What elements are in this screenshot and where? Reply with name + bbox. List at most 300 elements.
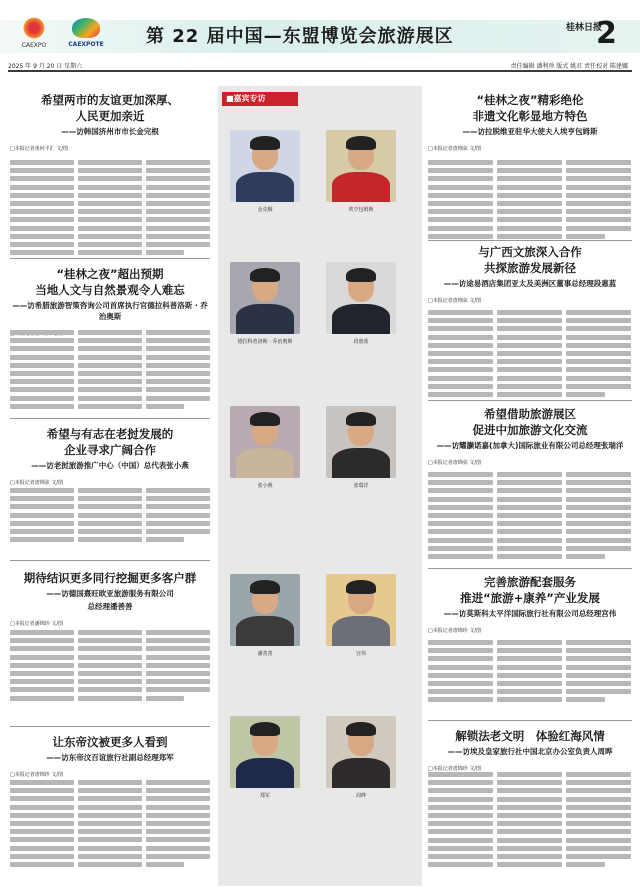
text-line [78, 201, 142, 206]
subheadline-name: 总经理潘善善 [87, 602, 133, 611]
photo-caption: 郑军 [259, 793, 270, 799]
text-line [10, 862, 74, 867]
text-line [146, 176, 210, 181]
byline: □本报记者唐锦珍 文/图 [428, 628, 481, 634]
page-number: 2 [596, 16, 617, 51]
text-line [497, 772, 562, 777]
text-line [497, 185, 562, 190]
headline-line1: 完善旅游配套服务 [484, 575, 576, 589]
subheadline: ——访东帝汶百谊旅行社副总经理郑军 [46, 753, 174, 762]
text-line [497, 829, 562, 834]
text-line [10, 638, 74, 643]
text-line [428, 665, 493, 670]
text-line [146, 404, 184, 409]
header-rule [8, 70, 632, 72]
text-line [497, 648, 562, 653]
caexpo-logo-text: CAEXPO [21, 42, 47, 49]
text-line [428, 209, 493, 214]
text-line [428, 234, 493, 239]
text-line [497, 797, 562, 802]
text-line [497, 318, 562, 323]
subheadline: ——访途易酒店集团亚太及美洲区董事总经理段惠蓝 [443, 279, 617, 288]
text-line [78, 537, 142, 542]
text-line [497, 681, 562, 686]
text-line [78, 504, 142, 509]
text-line [10, 846, 74, 851]
text-line [146, 655, 210, 660]
text-line [428, 193, 493, 198]
text-line [78, 780, 142, 785]
text-line [78, 630, 142, 635]
text-column [428, 472, 493, 562]
text-line [566, 343, 631, 348]
text-line [78, 193, 142, 198]
text-line [146, 671, 210, 676]
text-line [566, 797, 631, 802]
text-line [497, 193, 562, 198]
text-line [146, 338, 210, 343]
article-greece [10, 266, 210, 337]
text-line [78, 529, 142, 534]
text-line [566, 384, 631, 389]
text-line [428, 343, 493, 348]
text-line [78, 846, 142, 851]
text-line [10, 379, 74, 384]
text-line [497, 513, 562, 518]
text-line [146, 521, 210, 526]
text-line [566, 160, 631, 165]
text-line [146, 242, 210, 247]
text-line [497, 862, 562, 867]
text-line [428, 384, 493, 389]
subheadline: ——访埃及皇家旅行社中国北京办公室负责人周晔 [447, 747, 613, 756]
text-line [146, 780, 210, 785]
text-line [10, 250, 74, 255]
text-line [566, 813, 631, 818]
text-line [10, 821, 74, 826]
text-line [497, 176, 562, 181]
text-line [428, 351, 493, 356]
text-line [10, 387, 74, 392]
text-line [566, 505, 631, 510]
text-column [146, 160, 210, 258]
text-line [146, 209, 210, 214]
issue-date: 2025 年 9 月 20 日 星期六 [8, 63, 83, 70]
text-line [146, 854, 210, 859]
text-line [566, 497, 631, 502]
text-line [10, 193, 74, 198]
text-line [566, 367, 631, 372]
text-line [428, 318, 493, 323]
text-line [10, 176, 74, 181]
photo-caption: 段惠蓝 [353, 339, 369, 345]
text-line [497, 392, 562, 397]
subheadline: ——访希腊旅游智策咨询公司首席执行官德拉科普洛斯 · 乔治奥斯 [12, 301, 208, 321]
interviewee-photo [326, 130, 396, 202]
text-line [497, 838, 562, 843]
text-line [428, 326, 493, 331]
text-line [10, 488, 74, 493]
text-line [146, 371, 210, 376]
text-line [78, 862, 142, 867]
text-line [428, 772, 493, 777]
text-line [78, 168, 142, 173]
text-line [10, 687, 74, 692]
text-line [566, 829, 631, 834]
separator [428, 720, 632, 721]
headline-line2: 推进“旅游+康养”产业发展 [460, 591, 600, 605]
headline-line1: 希望与有志在老挝发展的 [46, 427, 174, 441]
text-line [78, 796, 142, 801]
text-line [428, 805, 493, 810]
interviewee-photo [326, 406, 396, 478]
text-line [146, 796, 210, 801]
text-line [497, 497, 562, 502]
text-line [146, 217, 210, 222]
text-line [146, 537, 184, 542]
text-line [146, 168, 210, 173]
text-column [428, 160, 493, 242]
text-line [497, 505, 562, 510]
text-line [497, 310, 562, 315]
text-line [566, 529, 631, 534]
text-column [566, 310, 631, 400]
caexpo-emblem-icon [22, 16, 46, 40]
text-line [566, 546, 631, 551]
byline: □本报记者唐锦珍 文/图 [428, 766, 481, 772]
text-line [497, 673, 562, 678]
section-label: ■嘉宾专访 [222, 92, 298, 106]
photo-caption: 埃亨包姆斯 [348, 207, 374, 213]
byline: □本报记者唐锦弦 文/图 [428, 460, 481, 466]
text-line [566, 185, 631, 190]
text-line [146, 160, 210, 165]
text-line [146, 788, 210, 793]
byline: □本报记者唐锦弦 文/图 [428, 146, 481, 152]
text-line [497, 480, 562, 485]
text-line [428, 862, 493, 867]
text-line [78, 242, 142, 247]
text-column [566, 772, 631, 870]
text-line [566, 472, 631, 477]
text-line [78, 679, 142, 684]
text-column [10, 160, 74, 258]
text-column [78, 330, 142, 412]
text-line [78, 821, 142, 826]
text-line [146, 488, 210, 493]
text-line [566, 226, 631, 231]
photo-caption: 潘善善 [257, 651, 273, 657]
text-line [566, 488, 631, 493]
text-column [497, 772, 562, 870]
text-line [10, 185, 74, 190]
masthead [0, 0, 640, 60]
text-line [146, 529, 210, 534]
text-line [428, 681, 493, 686]
subheadline: ——访拉脱维亚驻华大使夫人埃亨包姆斯 [462, 127, 598, 136]
text-line [10, 201, 74, 206]
text-column [428, 310, 493, 400]
text-line [10, 646, 74, 651]
text-line [78, 371, 142, 376]
photo-caption: 金克桐 [257, 207, 273, 213]
text-line [78, 696, 142, 701]
text-line [497, 168, 562, 173]
text-line [566, 480, 631, 485]
text-line [497, 472, 562, 477]
text-line [78, 496, 142, 501]
text-line [10, 829, 74, 834]
text-line [497, 226, 562, 231]
text-line [146, 805, 210, 810]
text-line [428, 521, 493, 526]
text-line [10, 630, 74, 635]
caexpote-logo [62, 18, 110, 52]
text-line [566, 681, 631, 686]
editor-credits: 责任编辑 潘利珍 版式 姚君 责任校对 陈建娜 [510, 63, 628, 70]
text-line [497, 546, 562, 551]
text-line [428, 201, 493, 206]
article-germany [10, 570, 210, 627]
text-line [497, 821, 562, 826]
byline: □本报记者唐锦弦 文/图 [428, 298, 481, 304]
headline-line2: 共探旅游发展新径 [484, 261, 576, 275]
text-line [428, 689, 493, 694]
text-line [428, 392, 493, 397]
photo-caption: 张小燕 [257, 483, 273, 489]
text-line [78, 379, 142, 384]
text-line [428, 185, 493, 190]
text-line [428, 217, 493, 222]
text-line [146, 504, 210, 509]
text-line [10, 209, 74, 214]
text-line [497, 521, 562, 526]
text-line [497, 689, 562, 694]
text-line [10, 355, 74, 360]
subheadline: ——访莫斯科太平洋国际旅行社有限公司总经理宫伟 [443, 609, 617, 618]
text-line [78, 829, 142, 834]
article-latvia [428, 92, 632, 152]
article-egypt [428, 728, 632, 772]
text-line [10, 330, 74, 335]
text-line [566, 846, 631, 851]
text-line [146, 193, 210, 198]
text-line [566, 392, 605, 397]
text-line [146, 638, 210, 643]
text-line [10, 346, 74, 351]
text-line [566, 351, 631, 356]
text-line [428, 838, 493, 843]
text-line [78, 185, 142, 190]
article-laos [10, 426, 210, 486]
interviewee-photo [326, 574, 396, 646]
text-column [10, 630, 74, 704]
text-line [10, 504, 74, 509]
text-line [566, 513, 631, 518]
text-line [497, 813, 562, 818]
text-line [497, 640, 562, 645]
separator [428, 568, 632, 569]
photo-caption: 张瑞洋 [353, 483, 369, 489]
text-line [497, 697, 562, 702]
text-line [566, 376, 631, 381]
text-line [146, 862, 184, 867]
caexpote-emblem-icon [72, 18, 100, 38]
text-line [428, 529, 493, 534]
text-line [146, 250, 184, 255]
text-line [78, 250, 142, 255]
text-line [78, 209, 142, 214]
text-line [566, 656, 631, 661]
text-line [497, 160, 562, 165]
headline-line1: 让东帝汶被更多人看到 [52, 735, 168, 749]
article-canada [428, 406, 632, 466]
text-line [428, 367, 493, 372]
text-line [146, 696, 184, 701]
text-line [566, 554, 605, 559]
headline-line2: 促进中加旅游文化交流 [472, 423, 588, 437]
text-line [497, 234, 562, 239]
text-line [10, 805, 74, 810]
text-column [497, 472, 562, 562]
text-line [566, 318, 631, 323]
interviewee-photo [230, 574, 300, 646]
text-line [497, 529, 562, 534]
text-line [428, 160, 493, 165]
text-line [497, 376, 562, 381]
byline: □本报记者黄何平汇 文/图 [10, 146, 68, 152]
text-line [428, 335, 493, 340]
byline: □本报记者潘锦珍 文/图 [10, 621, 63, 627]
separator [10, 418, 210, 419]
text-column [146, 330, 210, 412]
text-line [428, 697, 493, 702]
text-line [10, 513, 74, 518]
text-line [146, 821, 210, 826]
text-line [146, 513, 210, 518]
text-line [78, 330, 142, 335]
text-column [10, 780, 74, 870]
text-line [78, 813, 142, 818]
text-line [428, 376, 493, 381]
text-line [78, 160, 142, 165]
text-line [78, 663, 142, 668]
text-line [428, 656, 493, 661]
text-line [497, 209, 562, 214]
text-line [566, 862, 605, 867]
text-line [428, 788, 493, 793]
text-line [10, 226, 74, 231]
text-line [10, 813, 74, 818]
text-line [497, 217, 562, 222]
text-line [10, 679, 74, 684]
headline-line2: 非遗文化彰显地方特色 [472, 109, 588, 123]
text-line [428, 497, 493, 502]
text-line [146, 687, 210, 692]
text-line [428, 846, 493, 851]
interviewee-photo [230, 262, 300, 334]
text-line [566, 521, 631, 526]
separator [10, 560, 210, 561]
subheadline: ——访德国熹旺欧亚旅游服务有限公司 [46, 589, 174, 598]
text-line [78, 355, 142, 360]
subheadline: ——访老挝旅游推广中心（中国）总代表张小燕 [31, 461, 189, 470]
photo-caption: 德拉科普洛斯 · 乔治奥斯 [237, 339, 293, 345]
text-line [566, 673, 631, 678]
text-line [146, 363, 210, 368]
article-jeju [10, 92, 210, 152]
text-line [428, 310, 493, 315]
text-line [566, 854, 631, 859]
text-line [497, 788, 562, 793]
text-line [78, 513, 142, 518]
article-moscow [428, 574, 632, 634]
text-line [146, 396, 210, 401]
text-line [497, 780, 562, 785]
text-line [10, 837, 74, 842]
text-column [566, 640, 631, 706]
text-column [10, 330, 74, 412]
text-line [146, 630, 210, 635]
text-line [497, 343, 562, 348]
text-line [566, 201, 631, 206]
text-line [10, 396, 74, 401]
text-line [146, 837, 210, 842]
separator [428, 400, 632, 401]
text-line [566, 788, 631, 793]
headline-line1: “桂林之夜”精彩绝伦 [476, 93, 584, 107]
text-line [428, 554, 493, 559]
text-line [566, 359, 631, 364]
text-line [10, 796, 74, 801]
text-line [566, 821, 631, 826]
text-line [10, 788, 74, 793]
text-column [566, 160, 631, 242]
text-line [78, 396, 142, 401]
text-column [566, 472, 631, 562]
text-line [428, 640, 493, 645]
text-line [428, 546, 493, 551]
headline-line1: 与广西文旅深入合作 [478, 245, 582, 259]
text-line [428, 821, 493, 826]
text-line [497, 805, 562, 810]
text-line [78, 234, 142, 239]
text-line [566, 772, 631, 777]
text-line [10, 338, 74, 343]
text-line [497, 326, 562, 331]
text-line [566, 805, 631, 810]
article-tui [428, 244, 632, 304]
text-line [428, 226, 493, 231]
text-line [146, 201, 210, 206]
text-line [428, 359, 493, 364]
text-column [146, 488, 210, 545]
text-line [566, 234, 605, 239]
text-line [497, 656, 562, 661]
text-line [497, 846, 562, 851]
text-line [428, 488, 493, 493]
separator [428, 240, 632, 241]
text-column [78, 780, 142, 870]
text-line [146, 226, 210, 231]
text-line [428, 648, 493, 653]
text-line [428, 472, 493, 477]
text-line [10, 363, 74, 368]
text-line [566, 689, 631, 694]
text-line [428, 505, 493, 510]
text-line [428, 673, 493, 678]
headline-line1: 期待结识更多同行挖掘更多客户群 [23, 571, 197, 585]
